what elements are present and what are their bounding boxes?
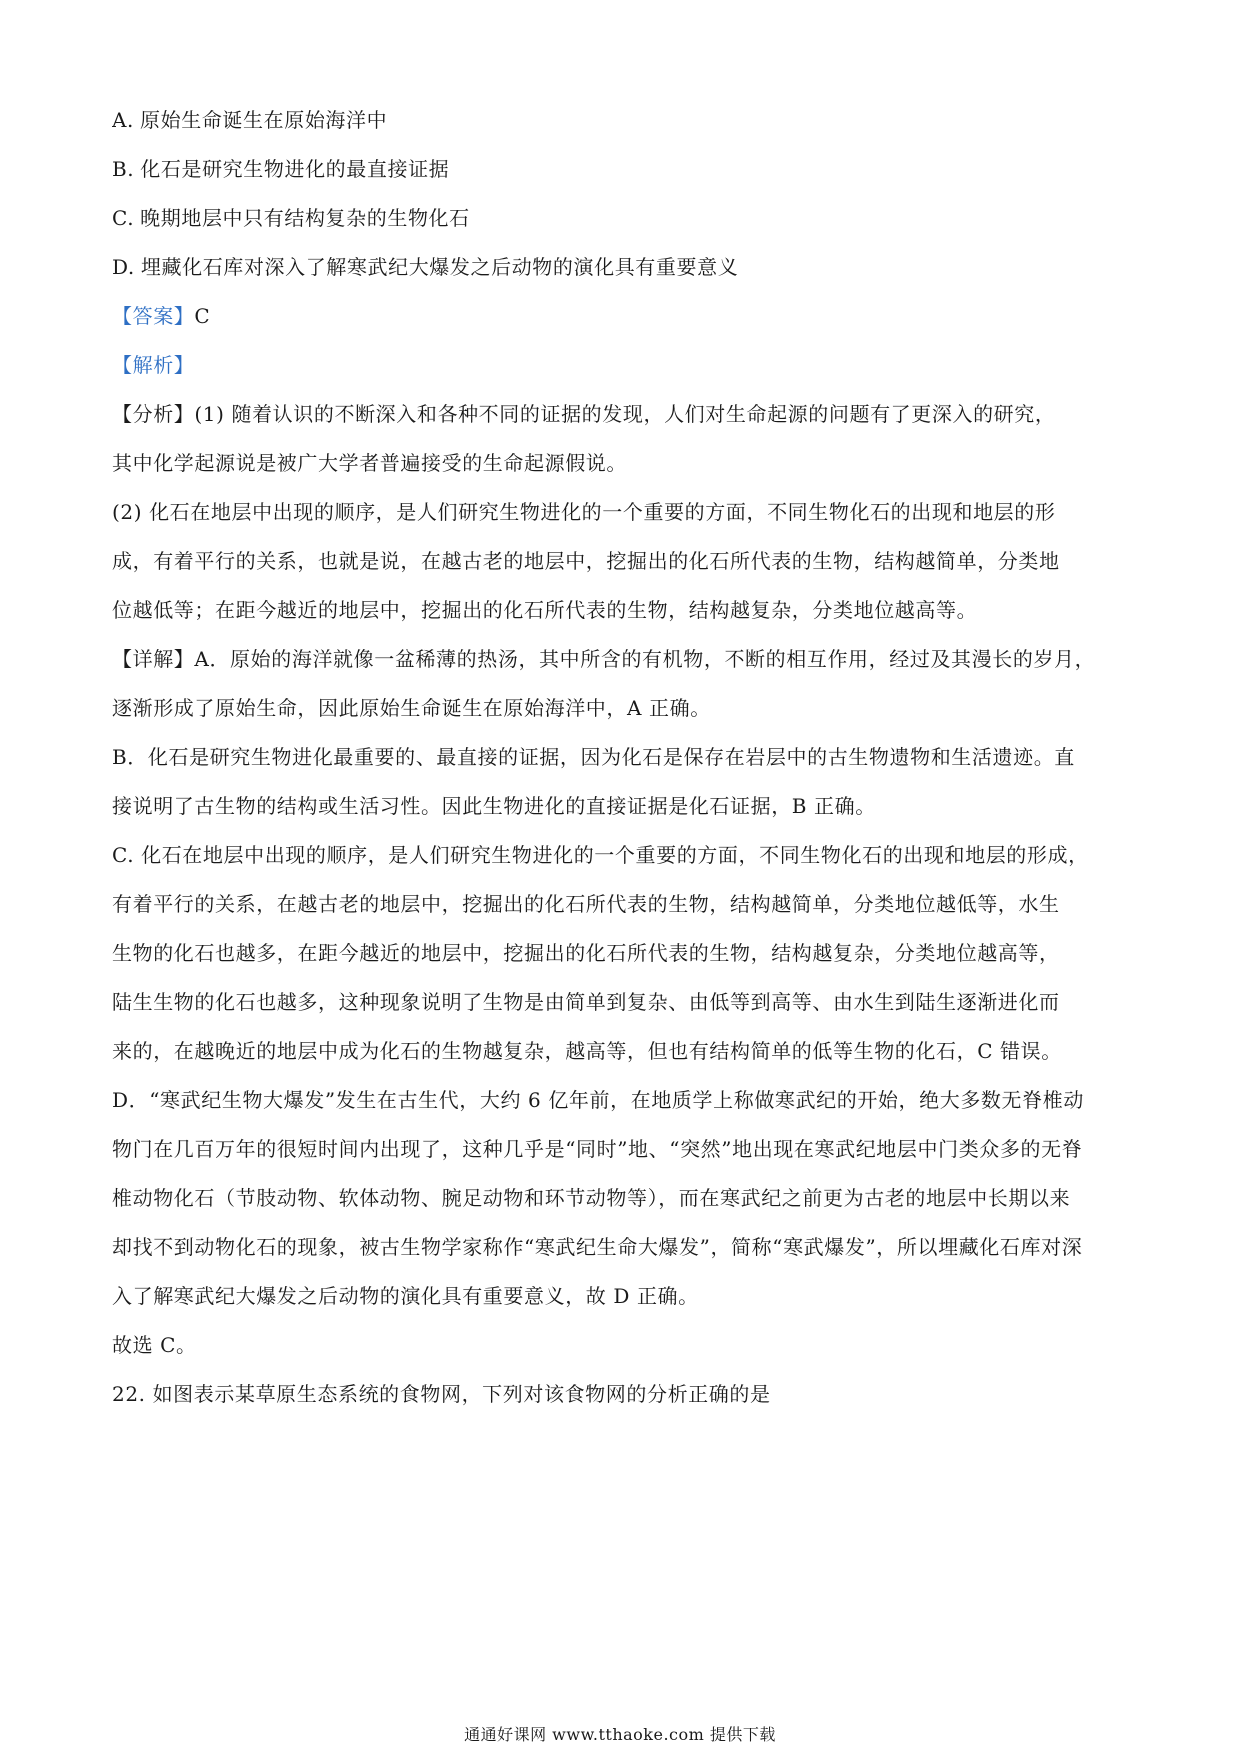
text-line: 来的，在越晚近的地层中成为化石的生物越复杂，越高等，但也有结构简单的低等生物的化石，C 错误。 (112, 1039, 1062, 1063)
text-line: 位越低等；在距今越近的地层中，挖掘出的化石所代表的生物，结构越复杂，分类地位越高等。 (112, 598, 978, 622)
analysis-paragraph-2 (112, 488, 1132, 635)
text-line: 生物的化石也越多，在距今越近的地层中，挖掘出的化石所代表的生物，结构越复杂，分类地位越高等， (112, 941, 1060, 965)
document-content (112, 96, 1132, 1419)
text-line: 陆生生物的化石也越多，这种现象说明了生物是由简单到复杂、由低等到高等、由水生到陆生逐渐进化而 (112, 990, 1060, 1014)
text-line: D．“寒武纪生物大爆发”发生在古生代，大约 6 亿年前，在地质学上称做寒武纪的开始，绝大多数无脊椎动 (112, 1088, 1084, 1112)
answer-tag: 【答案】 (112, 304, 195, 328)
option-d-text: 埋藏化石库对深入了解寒武纪大爆发之后动物的演化具有重要意义 (140, 255, 739, 279)
detail-paragraph-c (112, 831, 1132, 1076)
text-line: 接说明了古生物的结构或生活习性。因此生物进化的直接证据是化石证据，B 正确。 (112, 794, 876, 818)
option-b-label: B. (112, 157, 135, 181)
option-d-label: D. (112, 255, 135, 279)
text-line: 物门在几百万年的很短时间内出现了，这种几乎是“同时”地、“突然”地出现在寒武纪地层中门类众多的无脊 (112, 1137, 1083, 1161)
text-line: 入了解寒武纪大爆发之后动物的演化具有重要意义，故 D 正确。 (112, 1284, 699, 1308)
text-line: 椎动物化石（节肢动物、软体动物、腕足动物和环节动物等），而在寒武纪之前更为古老的地层中长期以来 (112, 1186, 1071, 1210)
detail-paragraph-b (112, 733, 1132, 831)
option-c-text: 晚期地层中只有结构复杂的生物化石 (140, 206, 470, 230)
option-a-label: A. (112, 108, 135, 132)
text-line: 有着平行的关系，在越古老的地层中，挖掘出的化石所代表的生物，结构越简单，分类地位越低等，水生 (112, 892, 1060, 916)
detail-paragraph-d (112, 1076, 1132, 1321)
answer-value: C (194, 304, 211, 328)
conclusion: 故选 C。 (112, 1333, 197, 1357)
option-a (112, 96, 1132, 145)
option-b (112, 145, 1132, 194)
option-a-text: 原始生命诞生在原始海洋中 (140, 108, 388, 132)
text-line: 成，有着平行的关系，也就是说，在越古老的地层中，挖掘出的化石所代表的生物，结构越简单，分类地 (112, 549, 1060, 573)
text-line: 【分析】(1) 随着认识的不断深入和各种不同的证据的发现，人们对生命起源的问题有了更深入的研究， (112, 402, 1056, 426)
option-d (112, 243, 1132, 292)
question-22: 22. 如图表示某草原生态系统的食物网，下列对该食物网的分析正确的是 (112, 1382, 771, 1406)
option-c-label: C. (112, 206, 135, 230)
text-line: C. 化石在地层中出现的顺序，是人们研究生物进化的一个重要的方面，不同生物化石的出现和地层的形成， (112, 843, 1089, 867)
answer-line (112, 292, 1132, 341)
option-c (112, 194, 1132, 243)
text-line: B．化石是研究生物进化最重要的、最直接的证据，因为化石是保存在岩层中的古生物遗物和生活遗迹。直 (112, 745, 1075, 769)
page-footer: 通通好课网 www.tthaoke.com 提供下载 (464, 1725, 776, 1744)
text-line: 却找不到动物化石的现象，被古生物学家称作“寒武纪生命大爆发”，简称“寒武爆发”，所以埋藏化石库对深 (112, 1235, 1083, 1259)
detail-paragraph-a (112, 635, 1132, 733)
text-line: (2) 化石在地层中出现的顺序，是人们研究生物进化的一个重要的方面，不同生物化石的出现和地层的形 (112, 500, 1056, 524)
analysis-tag: 【解析】 (112, 353, 195, 377)
text-line: 【详解】A．原始的海洋就像一盆稀薄的热汤，其中所含的有机物，不断的相互作用，经过及其漫长的岁月， (112, 647, 1096, 671)
analysis-paragraph-1 (112, 390, 1132, 488)
option-b-text: 化石是研究生物进化的最直接证据 (140, 157, 450, 181)
text-line: 逐渐形成了原始生命，因此原始生命诞生在原始海洋中，A 正确。 (112, 696, 711, 720)
text-line: 其中化学起源说是被广大学者普遍接受的生命起源假说。 (112, 451, 627, 475)
